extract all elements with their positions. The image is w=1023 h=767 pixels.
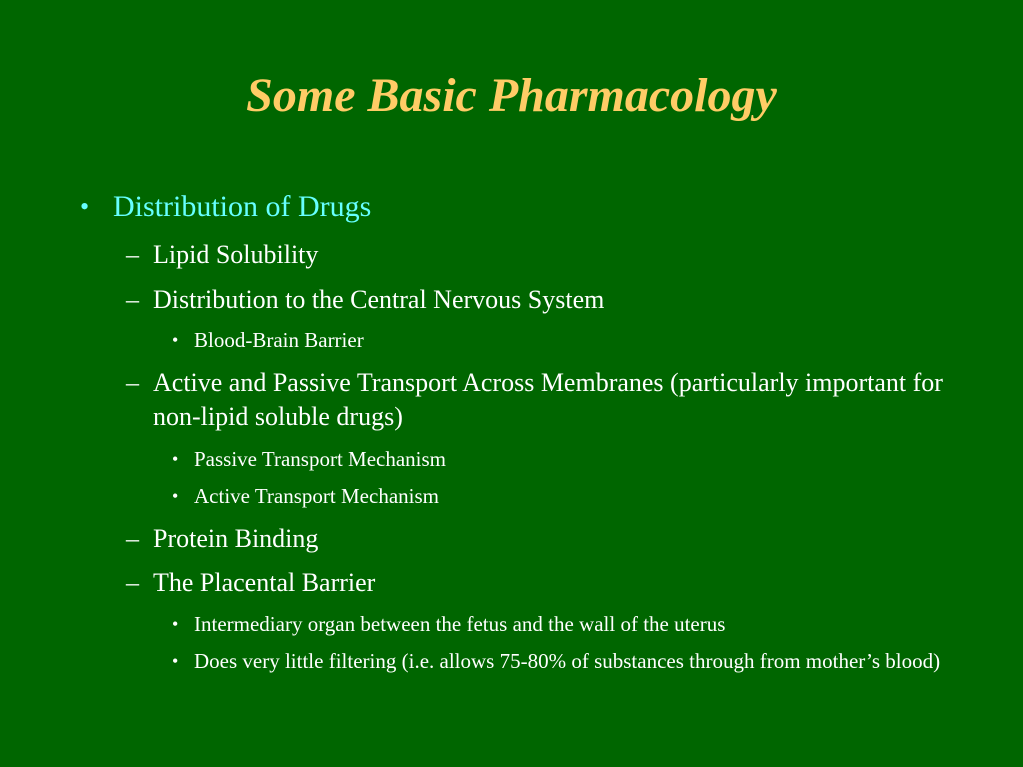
bullet-level-2: [126, 366, 956, 434]
bullet-text: Intermediary organ between the fetus and the wall of the uterus: [194, 612, 726, 636]
bullet-level-2: [126, 566, 956, 600]
bullet-text: Distribution of Drugs: [113, 190, 372, 223]
bullet-text: Passive Transport Mechanism: [194, 447, 446, 471]
bullet-level-3: [172, 325, 962, 355]
bullet-dot-icon: •: [172, 486, 179, 506]
bullet-text: Active and Passive Transport Across Membranes (particularly important for non-lipid soluble drugs): [153, 368, 943, 431]
bullet-level-3: [172, 609, 962, 639]
bullet-text: Does very little filtering (i.e. allows 75-80% of substances through from mother’s blood): [194, 649, 941, 673]
bullet-text: Lipid Solubility: [153, 240, 319, 269]
bullet-level-3: [172, 646, 962, 676]
bullet-dot-icon: •: [172, 614, 179, 634]
dash-icon: –: [126, 568, 139, 597]
bullet-level-3: [172, 481, 962, 511]
slide-title: Some Basic Pharmacology: [246, 69, 777, 122]
bullet-dot-icon: •: [172, 330, 179, 350]
dash-icon: –: [126, 368, 139, 397]
dash-icon: –: [126, 240, 139, 269]
dash-icon: –: [126, 524, 139, 553]
bullet-text: Protein Binding: [153, 524, 319, 553]
bullet-level-2: [126, 522, 956, 556]
bullet-level-3: [172, 444, 962, 474]
bullet-text: Blood-Brain Barrier: [194, 328, 364, 352]
bullet-level-2: [126, 238, 956, 272]
bullet-text: The Placental Barrier: [153, 568, 376, 597]
bullet-text: Distribution to the Central Nervous System: [153, 285, 605, 314]
bullet-text: Active Transport Mechanism: [194, 484, 439, 508]
bullet-dot-icon: •: [80, 192, 90, 221]
bullet-dot-icon: •: [172, 449, 179, 469]
bullet-level-2: [126, 283, 956, 317]
dash-icon: –: [126, 285, 139, 314]
bullet-dot-icon: •: [172, 651, 179, 671]
